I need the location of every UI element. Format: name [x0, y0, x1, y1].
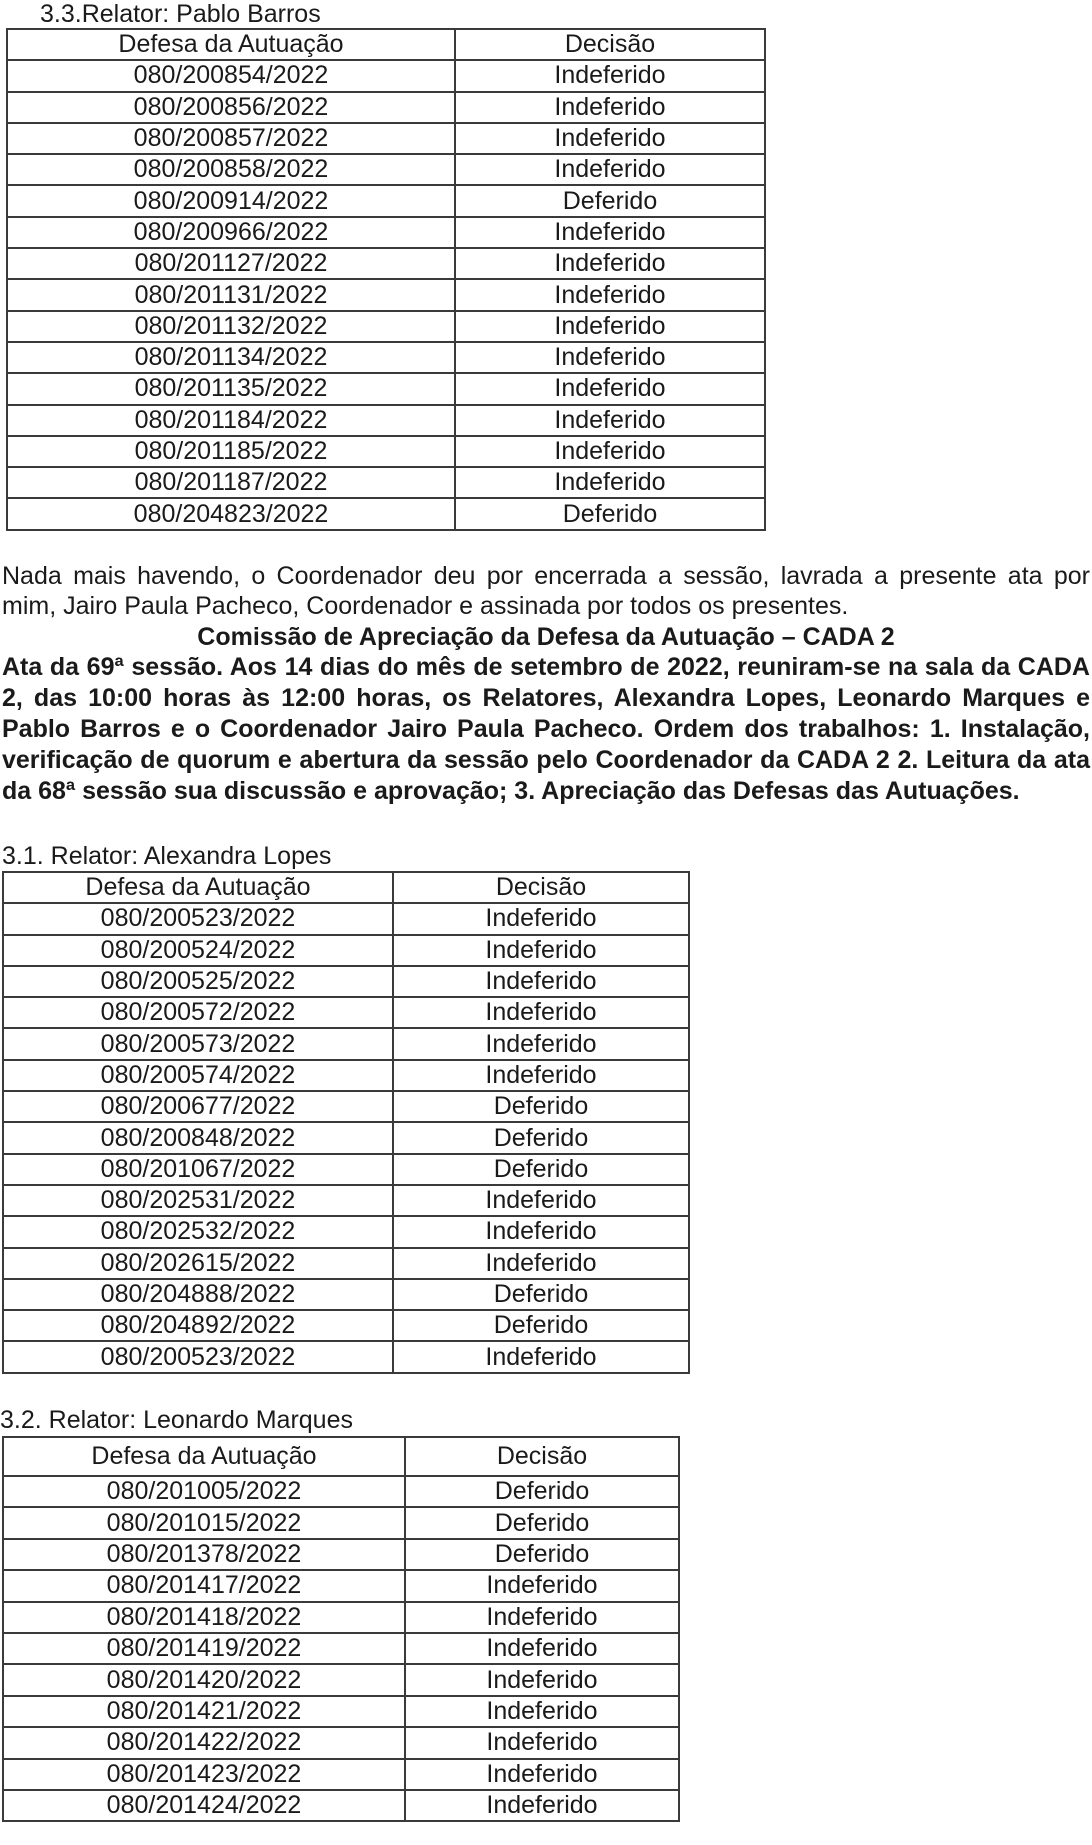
process-number-cell: 080/201131/2022: [7, 279, 455, 310]
decision-cell: Indeferido: [455, 248, 765, 279]
process-number-cell: 080/201378/2022: [3, 1539, 405, 1570]
table-row: [3, 1028, 689, 1059]
table-row: [3, 1248, 689, 1279]
column-header-defesa: Defesa da Autuação: [7, 29, 455, 60]
decision-cell: Deferido: [393, 1279, 689, 1310]
process-number-cell: 080/200524/2022: [3, 935, 393, 966]
table-row: [7, 248, 765, 279]
decision-cell: Deferido: [393, 1122, 689, 1153]
table-row: [7, 154, 765, 185]
decision-cell: Indeferido: [455, 279, 765, 310]
session-minutes-paragraph: Ata da 69ª sessão. Aos 14 dias do mês de setembro de 2022, reuniram-se na sala da CADA 2, das 10:00 horas às 12:00 horas, os Relatores, Alexandra Lopes, Leonardo Marques e Pablo Barros e o Coordenador Jairo Paula Pacheco. Ordem dos trabalhos: 1. Instalação, verificação de quorum e abertura da sessão pelo Coordenador da CADA 2 2. Leitura da ata da 68ª sessão sua discussão e aprovação; 3. Apreciação das Defesas das Autuações.: [2, 653, 1090, 805]
column-header-decisao: Decisão: [455, 29, 765, 60]
decision-cell: Deferido: [393, 1310, 689, 1341]
table-row: [3, 1154, 689, 1185]
commission-title: Comissão de Apreciação da Defesa da Autuação – CADA 2: [197, 623, 895, 651]
process-number-cell: 080/201419/2022: [3, 1633, 405, 1664]
decision-cell: Indeferido: [393, 1248, 689, 1279]
table-row: [7, 123, 765, 154]
table-row: [7, 92, 765, 123]
decision-cell: Indeferido: [405, 1727, 679, 1758]
process-number-cell: 080/201422/2022: [3, 1727, 405, 1758]
process-number-cell: 080/201420/2022: [3, 1664, 405, 1695]
decision-cell: Deferido: [405, 1507, 679, 1538]
decision-cell: Indeferido: [405, 1602, 679, 1633]
decision-cell: Indeferido: [393, 966, 689, 997]
table-row: [3, 966, 689, 997]
decision-cell: Indeferido: [455, 60, 765, 91]
decision-cell: Indeferido: [393, 1341, 689, 1372]
table-row: [3, 1664, 679, 1695]
process-number-cell: 080/201132/2022: [7, 311, 455, 342]
process-number-cell: 080/200572/2022: [3, 997, 393, 1028]
table-row: [7, 311, 765, 342]
decision-cell: Indeferido: [455, 217, 765, 248]
process-number-cell: 080/201127/2022: [7, 248, 455, 279]
table-row: [7, 217, 765, 248]
decision-cell: Deferido: [405, 1539, 679, 1570]
table-row: [7, 279, 765, 310]
table-header-row: [3, 1437, 679, 1476]
process-number-cell: 080/201417/2022: [3, 1570, 405, 1601]
column-header-decisao: Decisão: [393, 872, 689, 903]
process-number-cell: 080/201421/2022: [3, 1696, 405, 1727]
table-row: [3, 1570, 679, 1601]
process-number-cell: 080/200523/2022: [3, 1341, 393, 1372]
process-number-cell: 080/201135/2022: [7, 373, 455, 404]
decision-cell: Indeferido: [393, 1185, 689, 1216]
table-row: [3, 1696, 679, 1727]
decision-cell: Indeferido: [455, 405, 765, 436]
process-number-cell: 080/201067/2022: [3, 1154, 393, 1185]
table-row: [3, 1122, 689, 1153]
process-number-cell: 080/201185/2022: [7, 436, 455, 467]
process-number-cell: 080/204823/2022: [7, 498, 455, 529]
process-number-cell: 080/201187/2022: [7, 467, 455, 498]
decision-cell: Indeferido: [455, 311, 765, 342]
process-number-cell: 080/201015/2022: [3, 1507, 405, 1538]
process-number-cell: 080/202615/2022: [3, 1248, 393, 1279]
process-number-cell: 080/201423/2022: [3, 1759, 405, 1790]
process-number-cell: 080/200848/2022: [3, 1122, 393, 1153]
decision-cell: Indeferido: [393, 997, 689, 1028]
decision-cell: Indeferido: [405, 1664, 679, 1695]
process-number-cell: 080/200858/2022: [7, 154, 455, 185]
decision-cell: Indeferido: [405, 1570, 679, 1601]
decision-cell: Deferido: [455, 185, 765, 216]
table-row: [3, 935, 689, 966]
column-header-decisao: Decisão: [405, 1437, 679, 1476]
decision-cell: Indeferido: [405, 1790, 679, 1821]
table-row: [7, 185, 765, 216]
process-number-cell: 080/200525/2022: [3, 966, 393, 997]
process-number-cell: 080/200677/2022: [3, 1091, 393, 1122]
process-number-cell: 080/200914/2022: [7, 185, 455, 216]
table-row: [3, 1539, 679, 1570]
decision-cell: Indeferido: [393, 1216, 689, 1247]
decision-cell: Indeferido: [393, 1060, 689, 1091]
table-row: [3, 1310, 689, 1341]
decision-cell: Deferido: [393, 1091, 689, 1122]
decisions-table-pablo-barros: [6, 28, 766, 531]
decision-cell: Indeferido: [393, 935, 689, 966]
process-number-cell: 080/200573/2022: [3, 1028, 393, 1059]
process-number-cell: 080/200574/2022: [3, 1060, 393, 1091]
process-number-cell: 080/200966/2022: [7, 217, 455, 248]
table-row: [7, 60, 765, 91]
table-row: [3, 1476, 679, 1507]
table-row: [3, 1790, 679, 1821]
table-row: [3, 1633, 679, 1664]
process-number-cell: 080/202531/2022: [3, 1185, 393, 1216]
decision-cell: Indeferido: [455, 436, 765, 467]
table-row: [3, 1091, 689, 1122]
decision-cell: Indeferido: [393, 1028, 689, 1059]
decision-cell: Indeferido: [455, 342, 765, 373]
decision-cell: Indeferido: [455, 92, 765, 123]
decision-cell: Indeferido: [455, 154, 765, 185]
table-row: [3, 997, 689, 1028]
table-header-row: [7, 29, 765, 60]
table-row: [3, 1279, 689, 1310]
decision-cell: Indeferido: [405, 1633, 679, 1664]
decision-cell: Indeferido: [405, 1696, 679, 1727]
table-row: [3, 1341, 689, 1372]
section-heading-pablo-barros: 3.3.Relator: Pablo Barros: [40, 0, 321, 28]
decision-cell: Deferido: [405, 1476, 679, 1507]
table-row: [7, 498, 765, 529]
decision-cell: Indeferido: [405, 1759, 679, 1790]
process-number-cell: 080/204892/2022: [3, 1310, 393, 1341]
table-header-row: [3, 872, 689, 903]
column-header-defesa: Defesa da Autuação: [3, 1437, 405, 1476]
table-row: [3, 1727, 679, 1758]
table-row: [3, 903, 689, 934]
decision-cell: Deferido: [393, 1154, 689, 1185]
process-number-cell: 080/201184/2022: [7, 405, 455, 436]
process-number-cell: 080/201134/2022: [7, 342, 455, 373]
table-row: [7, 373, 765, 404]
process-number-cell: 080/200523/2022: [3, 903, 393, 934]
decision-cell: Indeferido: [455, 373, 765, 404]
process-number-cell: 080/202532/2022: [3, 1216, 393, 1247]
table-row: [3, 1507, 679, 1538]
table-row: [7, 342, 765, 373]
table-row: [3, 1185, 689, 1216]
decision-cell: Deferido: [455, 498, 765, 529]
process-number-cell: 080/201418/2022: [3, 1602, 405, 1633]
decision-cell: Indeferido: [455, 467, 765, 498]
decision-cell: Indeferido: [455, 123, 765, 154]
decisions-table-alexandra-lopes: [2, 871, 690, 1374]
process-number-cell: 080/200856/2022: [7, 92, 455, 123]
table-row: [7, 436, 765, 467]
process-number-cell: 080/200854/2022: [7, 60, 455, 91]
table-row: [3, 1216, 689, 1247]
table-row: [3, 1602, 679, 1633]
process-number-cell: 080/201424/2022: [3, 1790, 405, 1821]
table-row: [3, 1060, 689, 1091]
decision-cell: Indeferido: [393, 903, 689, 934]
section-heading-leonardo-marques: 3.2. Relator: Leonardo Marques: [0, 1406, 353, 1434]
table-row: [7, 467, 765, 498]
process-number-cell: 080/200857/2022: [7, 123, 455, 154]
table-row: [7, 405, 765, 436]
column-header-defesa: Defesa da Autuação: [3, 872, 393, 903]
section-heading-alexandra-lopes: 3.1. Relator: Alexandra Lopes: [2, 842, 332, 870]
decisions-table-leonardo-marques: [2, 1436, 680, 1822]
process-number-cell: 080/201005/2022: [3, 1476, 405, 1507]
process-number-cell: 080/204888/2022: [3, 1279, 393, 1310]
closing-paragraph: Nada mais havendo, o Coordenador deu por encerrada a sessão, lavrada a presente ata por mim, Jairo Paula Pacheco, Coordenador e assinada por todos os presentes.: [2, 562, 1090, 620]
table-row: [3, 1759, 679, 1790]
